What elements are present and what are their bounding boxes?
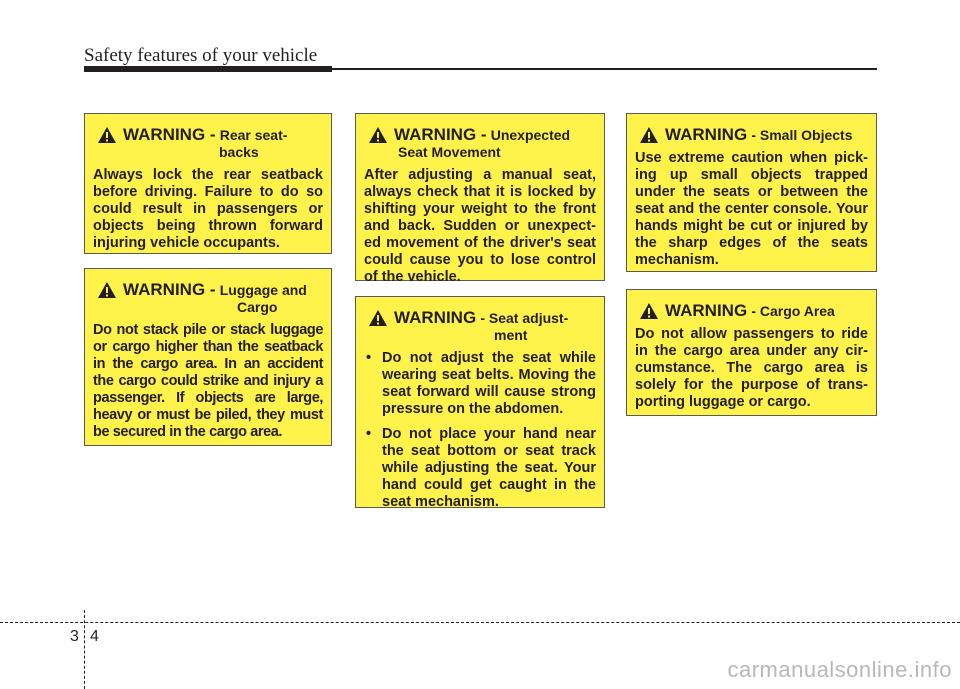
warning-bullet-list	[364, 350, 596, 511]
warning-subject: - Seat adjust-	[480, 310, 569, 326]
warning-label: WARNING	[665, 125, 748, 144]
warning-small-objects	[626, 113, 877, 272]
warning-seat-adjustment	[355, 296, 605, 508]
page-header-title: Safety features of your vehicle	[84, 45, 318, 66]
warning-body: Do not stack pile or stack luggage or cargo higher than the seatback in the cargo area. In an accident the cargo could strike and injury a passenger. If objects are large, heavy or must be piled, they must be secured in the cargo area.	[93, 322, 323, 440]
warning-triangle-icon	[97, 281, 117, 299]
warning-title	[93, 126, 323, 161]
warning-title	[635, 302, 868, 320]
warning-title	[364, 126, 596, 161]
warning-triangle-icon	[97, 126, 117, 144]
warning-label: WARNING -	[123, 280, 216, 299]
warning-body: Do not allow passengers to ride in the cargo area under any cir-cumstance. The cargo area is solely for the purpose of trans-porting luggage or cargo.	[635, 326, 868, 410]
warning-subject: - Small Objects	[751, 127, 853, 143]
warning-label: WARNING -	[394, 125, 487, 144]
warning-subject: Unexpected	[490, 127, 571, 143]
warning-subject: - Cargo Area	[751, 303, 835, 319]
warning-subject: Luggage and	[219, 282, 307, 298]
warning-subject-cont: Seat Movement	[398, 144, 501, 160]
warning-luggage-cargo	[84, 268, 332, 446]
warning-title	[635, 126, 868, 144]
warning-subject-cont: ment	[494, 327, 528, 343]
warning-subject: Rear seat-	[219, 127, 288, 143]
warning-label: WARNING	[665, 301, 748, 320]
list-item: • Do not place your hand near the seat bottom or seat track while adjusting the seat. Your hand could get caught in the seat mechanism.	[364, 426, 596, 511]
footer-divider	[84, 610, 85, 689]
chapter-number: 3	[70, 628, 79, 645]
header-rule-accent	[84, 66, 332, 72]
warning-triangle-icon	[639, 302, 659, 320]
footer-rule	[0, 622, 960, 623]
warning-title	[93, 281, 323, 316]
warning-cargo-area	[626, 289, 877, 416]
list-item: • Do not adjust the seat while wearing seat belts. Moving the seat forward will cause strong pressure on the abdomen.	[364, 350, 596, 418]
warning-rear-seatbacks	[84, 113, 332, 254]
warning-body: Use extreme caution when pick-ing up small objects trapped under the seats or between the seat and the center console. Your hands might be cut or injured by the sharp edges of the seats mechanism.	[635, 150, 868, 268]
warning-subject-cont: Cargo	[237, 299, 278, 315]
watermark: carmanualsonline.info	[727, 657, 952, 682]
warning-title	[364, 309, 596, 344]
page-number: 4	[90, 628, 99, 645]
warning-body: Always lock the rear seatback before driving. Failure to do so could result in passengers or objects being thrown forward injuring vehicle occupants.	[93, 167, 323, 251]
warning-triangle-icon	[368, 309, 388, 327]
warning-unexpected-seat-movement	[355, 113, 605, 285]
warning-label: WARNING -	[123, 125, 216, 144]
warning-triangle-icon	[639, 126, 659, 144]
warning-body: After adjusting a manual seat, always check that it is locked by shifting your weight to the front and back. Sudden or unexpect-ed movement of the driver's seat could cause you to lose control of the vehicle.	[364, 167, 596, 285]
warning-label: WARNING	[394, 308, 477, 327]
warning-triangle-icon	[368, 126, 388, 144]
warning-subject-cont: backs	[219, 144, 259, 160]
